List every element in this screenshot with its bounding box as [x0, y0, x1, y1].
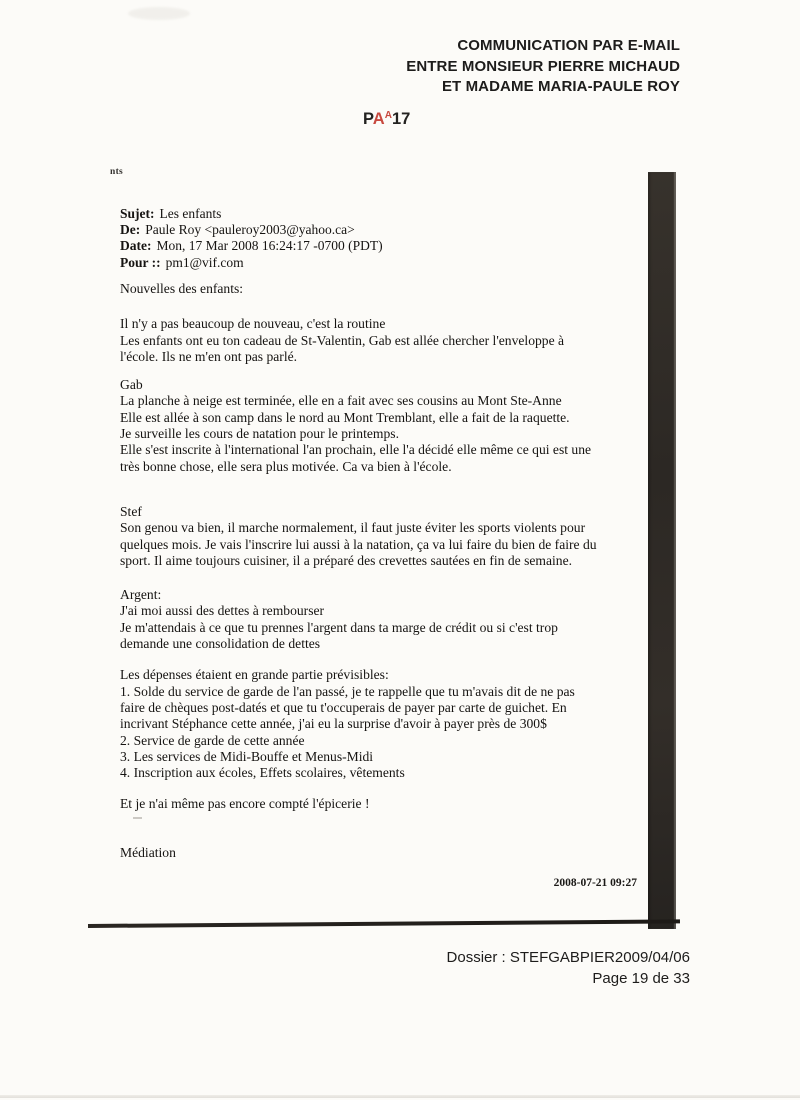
body-line: faire de chèques post-datés et que tu t'occuperais de payer par carte de guichet. En	[120, 699, 567, 715]
scan-smudge	[128, 7, 190, 20]
body-line: Stef	[120, 503, 142, 519]
email-header-value: Mon, 17 Mar 2008 16:24:17 -0700 (PDT)	[156, 238, 383, 254]
body-line: Gab	[120, 377, 143, 393]
photocopy-edge-text-fragment: nts	[110, 167, 124, 177]
exhibit-stamp-superscript: A	[384, 110, 392, 121]
body-line: demande une consolidation de dettes	[120, 636, 321, 652]
body-line: Je m'attendais à ce que tu prennes l'argent dans ta marge de crédit ou si c'est trop	[120, 619, 558, 635]
email-paragraph	[120, 845, 640, 861]
footer-page-number: Page 19 de 33	[592, 969, 690, 987]
body-line: Et je n'ai même pas encore compté l'épicerie !	[120, 796, 370, 812]
email-paragraph	[120, 281, 640, 297]
email-header-label: Date:	[120, 238, 152, 254]
body-line: Je surveille les cours de natation pour le printemps.	[120, 426, 399, 442]
body-line: 1. Solde du service de garde de l'an passé, je te rappelle que tu m'avais dit de ne pas	[120, 683, 575, 699]
email-header-row	[120, 206, 383, 222]
email-header-block	[120, 206, 383, 271]
exhibit-stamp-letter: A	[372, 110, 385, 128]
body-line: 4. Inscription aux écoles, Effets scolaires, vêtements	[120, 765, 405, 781]
exhibit-stamp-number: 17	[391, 110, 411, 128]
email-header-label: De:	[120, 222, 141, 238]
document-header-line: ENTRE MONSIEUR PIERRE MICHAUD	[406, 57, 680, 75]
email-header-row	[120, 238, 383, 254]
document-header	[406, 36, 680, 98]
email-paragraph	[120, 504, 640, 569]
body-line: Argent:	[120, 587, 162, 603]
scan-bottom-edge	[0, 1095, 800, 1098]
email-paragraph	[120, 796, 640, 812]
body-line: Nouvelles des enfants:	[120, 281, 244, 296]
email-paragraph	[120, 667, 640, 781]
body-line: La planche à neige est terminée, elle en a fait avec ses cousins au Mont Ste-Anne	[120, 393, 562, 409]
body-line: quelques mois. Je vais l'inscrire lui aussi à la natation, ça va lui faire du bien de faire du	[120, 536, 597, 552]
email-paragraph	[120, 587, 640, 652]
footer-dossier: Dossier : STEFGABPIER2009/04/06	[446, 949, 690, 966]
document-footer	[447, 948, 690, 989]
body-line: Son genou va bien, il marche normalement, il faut juste éviter les sports violents pour	[120, 520, 586, 536]
body-line: Elle s'est inscrite à l'international l'an prochain, elle l'a décidé elle même ce qui est une	[120, 442, 592, 458]
email-header-label: Sujet:	[120, 206, 155, 221]
exhibit-stamp	[363, 110, 410, 129]
document-header-line: COMMUNICATION PAR E-MAIL	[457, 37, 680, 54]
body-line: Il n'y a pas beaucoup de nouveau, c'est la routine	[120, 316, 386, 332]
email-body	[120, 281, 640, 861]
exhibit-stamp-prefix: P	[363, 110, 373, 128]
body-line: très bonne chose, elle sera plus motivée. Ca va bien à l'école.	[120, 458, 452, 474]
email-paragraph	[120, 377, 640, 475]
body-line: Les dépenses étaient en grande partie prévisibles:	[120, 667, 389, 683]
email-header-value: Paule Roy <pauleroy2003@yahoo.ca>	[145, 222, 355, 238]
email-header-row	[120, 222, 383, 238]
email-header-value: pm1@vif.com	[165, 254, 244, 270]
document-header-line: ET MADAME MARIA-PAULE ROY	[441, 78, 680, 95]
email-header-label: Pour ::	[120, 254, 161, 270]
body-line: l'école. Ils ne m'en ont pas parlé.	[120, 348, 298, 364]
body-line: sport. Il aime toujours cuisiner, il a préparé des crevettes sautées en fin de semaine.	[120, 552, 573, 568]
email-paragraph	[120, 316, 640, 365]
body-line: Elle est allée à son camp dans le nord au Mont Tremblant, elle a fait de la raquette.	[120, 409, 570, 425]
body-line: J'ai moi aussi des dettes à rembourser	[120, 603, 325, 619]
scan-artifact	[133, 817, 142, 819]
email-header-row	[120, 255, 383, 271]
body-line: Les enfants ont eu ton cadeau de St-Valentin, Gab est allée chercher l'enveloppe à	[120, 332, 565, 348]
body-line: Médiation	[120, 844, 176, 860]
body-line: 2. Service de garde de cette année	[120, 732, 305, 748]
photocopy-spine-bar	[648, 172, 676, 929]
print-timestamp: 2008-07-21 09:27	[553, 877, 637, 889]
email-header-value: Les enfants	[159, 206, 222, 221]
body-line: 3. Les services de Midi-Bouffe et Menus-Midi	[120, 748, 374, 764]
body-line: incrivant Stéphance cette année, j'ai eu la surprise d'avoir à payer près de 300$	[120, 716, 547, 732]
